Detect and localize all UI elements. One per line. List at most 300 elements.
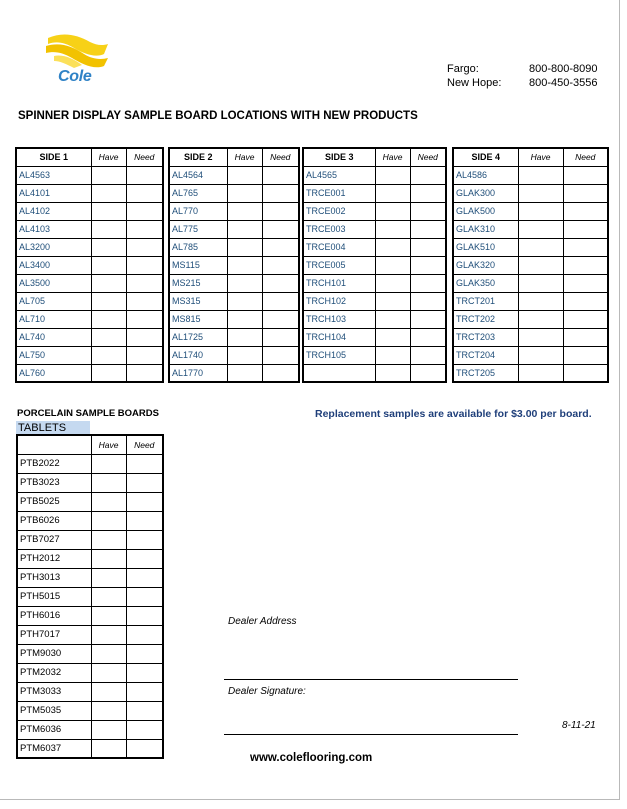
need-checkbox-cell[interactable]: [262, 184, 299, 202]
need-checkbox-cell[interactable]: [126, 454, 163, 473]
have-checkbox-cell[interactable]: [375, 166, 410, 184]
need-checkbox-cell[interactable]: [126, 682, 163, 701]
sample-row: [16, 256, 163, 274]
have-checkbox-cell[interactable]: [91, 511, 126, 530]
side-title: SIDE 4: [453, 148, 518, 166]
need-checkbox-cell[interactable]: [126, 238, 163, 256]
have-checkbox-cell[interactable]: [227, 166, 262, 184]
have-checkbox-cell[interactable]: [91, 625, 126, 644]
blank-header-cell: [17, 435, 91, 454]
tablet-row: [17, 701, 163, 720]
need-checkbox-cell[interactable]: [262, 256, 299, 274]
need-checkbox-cell[interactable]: [126, 606, 163, 625]
need-checkbox-cell[interactable]: [126, 202, 163, 220]
need-checkbox-cell[interactable]: [126, 587, 163, 606]
need-checkbox-cell[interactable]: [126, 549, 163, 568]
sample-code: AL3200: [16, 238, 91, 256]
have-checkbox-cell[interactable]: [375, 184, 410, 202]
need-checkbox-cell[interactable]: [262, 238, 299, 256]
need-checkbox-cell[interactable]: [126, 530, 163, 549]
sample-row: [303, 328, 446, 346]
sample-row: [453, 256, 608, 274]
tablet-row: [17, 568, 163, 587]
tablet-row: [17, 720, 163, 739]
page-title: SPINNER DISPLAY SAMPLE BOARD LOCATIONS WITH NEW PRODUCTS: [18, 110, 418, 122]
have-checkbox-cell[interactable]: [91, 238, 126, 256]
tablet-code: PTH5015: [17, 587, 91, 606]
contact-labels: [447, 62, 501, 90]
tablet-code: PTB3023: [17, 473, 91, 492]
need-checkbox-cell[interactable]: [126, 492, 163, 511]
need-checkbox-cell[interactable]: [563, 184, 608, 202]
sample-code: AL1740: [169, 346, 227, 364]
have-checkbox-cell[interactable]: [518, 328, 563, 346]
sample-row: [169, 184, 299, 202]
have-checkbox-cell[interactable]: [227, 256, 262, 274]
tablet-code: PTM9030: [17, 644, 91, 663]
have-checkbox-cell[interactable]: [91, 701, 126, 720]
have-checkbox-cell[interactable]: [91, 328, 126, 346]
need-checkbox-cell[interactable]: [126, 274, 163, 292]
sample-row: [453, 346, 608, 364]
have-checkbox-cell[interactable]: [227, 346, 262, 364]
tablet-row: [17, 587, 163, 606]
sample-code: TRCT204: [453, 346, 518, 364]
need-checkbox-cell[interactable]: [126, 220, 163, 238]
have-checkbox-cell[interactable]: [375, 202, 410, 220]
sample-code: GLAK500: [453, 202, 518, 220]
sample-code: AL4103: [16, 220, 91, 238]
need-checkbox-cell[interactable]: [262, 328, 299, 346]
have-checkbox-cell[interactable]: [91, 166, 126, 184]
contact-label-fargo: Fargo:: [447, 63, 479, 75]
sample-row: [169, 274, 299, 292]
sample-row: [169, 220, 299, 238]
sample-code: AL1770: [169, 364, 227, 382]
need-checkbox-cell[interactable]: [410, 238, 446, 256]
sample-code: AL3400: [16, 256, 91, 274]
sample-code: TRCE004: [303, 238, 375, 256]
contact-phone-fargo: 800-800-8090: [529, 63, 598, 75]
sample-code: TRCE002: [303, 202, 375, 220]
have-checkbox-cell[interactable]: [91, 274, 126, 292]
have-checkbox-cell[interactable]: [91, 220, 126, 238]
sample-row: [453, 310, 608, 328]
have-checkbox-cell[interactable]: [518, 184, 563, 202]
sample-code: TRCH103: [303, 310, 375, 328]
sample-code: TRCE001: [303, 184, 375, 202]
tablet-row: [17, 606, 163, 625]
have-checkbox-cell[interactable]: [227, 202, 262, 220]
need-checkbox-cell[interactable]: [410, 220, 446, 238]
sample-row: [16, 238, 163, 256]
sample-code: TRCH102: [303, 292, 375, 310]
sample-code: AL1725: [169, 328, 227, 346]
need-checkbox-cell[interactable]: [126, 663, 163, 682]
sample-code: TRCE003: [303, 220, 375, 238]
tablets-header-row: [17, 435, 163, 454]
website-link[interactable]: www.coleflooring.com: [250, 752, 373, 764]
need-checkbox-cell[interactable]: [126, 310, 163, 328]
tablet-code: PTB7027: [17, 530, 91, 549]
sample-row: [453, 292, 608, 310]
contact-label-new-hope: New Hope:: [447, 77, 502, 89]
have-checkbox-cell[interactable]: [518, 238, 563, 256]
cole-logo: [44, 32, 114, 90]
dealer-signature-line[interactable]: [224, 734, 518, 735]
sample-row: [303, 310, 446, 328]
sample-row: [303, 256, 446, 274]
need-checkbox-cell[interactable]: [410, 292, 446, 310]
have-checkbox-cell[interactable]: [375, 256, 410, 274]
sample-code: TRCH104: [303, 328, 375, 346]
have-checkbox-cell[interactable]: [91, 292, 126, 310]
need-checkbox-cell[interactable]: [410, 310, 446, 328]
dealer-signature-label: Dealer Signature:: [228, 686, 306, 697]
sample-code: GLAK300: [453, 184, 518, 202]
sample-row: [169, 166, 299, 184]
sample-code: TRCT202: [453, 310, 518, 328]
have-checkbox-cell[interactable]: [227, 238, 262, 256]
need-checkbox-cell[interactable]: [126, 292, 163, 310]
sample-code: AL740: [16, 328, 91, 346]
tablet-row: [17, 625, 163, 644]
sample-code: TRCT201: [453, 292, 518, 310]
sample-code: AL3500: [16, 274, 91, 292]
sample-code: TRCT205: [453, 364, 518, 382]
tablet-code: PTH7017: [17, 625, 91, 644]
need-checkbox-cell[interactable]: [563, 346, 608, 364]
contact-phones: [529, 62, 598, 90]
need-checkbox-cell[interactable]: [563, 220, 608, 238]
side-3-table: [302, 147, 447, 383]
sample-code: AL4586: [453, 166, 518, 184]
sample-row: [303, 364, 446, 382]
have-column-header: Have: [227, 148, 262, 166]
have-checkbox-cell[interactable]: [91, 364, 126, 382]
need-column-header: Need: [126, 148, 163, 166]
sample-row: [453, 202, 608, 220]
have-checkbox-cell[interactable]: [91, 473, 126, 492]
have-checkbox-cell[interactable]: [227, 220, 262, 238]
need-checkbox-cell[interactable]: [126, 511, 163, 530]
need-column-header: Need: [262, 148, 299, 166]
sample-code: TRCH101: [303, 274, 375, 292]
have-checkbox-cell[interactable]: [91, 454, 126, 473]
need-checkbox-cell[interactable]: [563, 274, 608, 292]
tablet-code: PTM5035: [17, 701, 91, 720]
sample-code: AL4565: [303, 166, 375, 184]
need-checkbox-cell[interactable]: [563, 166, 608, 184]
have-checkbox-cell[interactable]: [518, 274, 563, 292]
need-checkbox-cell[interactable]: [126, 739, 163, 758]
have-checkbox-cell[interactable]: [91, 663, 126, 682]
have-checkbox-cell[interactable]: [518, 220, 563, 238]
sample-row: [453, 220, 608, 238]
sample-row: [303, 274, 446, 292]
have-checkbox-cell[interactable]: [91, 346, 126, 364]
need-checkbox-cell[interactable]: [126, 473, 163, 492]
porcelain-title: PORCELAIN SAMPLE BOARDS: [17, 408, 159, 419]
have-checkbox-cell[interactable]: [227, 292, 262, 310]
sample-row: [303, 220, 446, 238]
tablet-code: PTH2012: [17, 549, 91, 568]
sample-row: [16, 292, 163, 310]
side-title: SIDE 2: [169, 148, 227, 166]
need-checkbox-cell[interactable]: [126, 184, 163, 202]
have-checkbox-cell[interactable]: [227, 310, 262, 328]
sample-row: [453, 274, 608, 292]
document-date: 8-11-21: [562, 720, 596, 731]
sample-row: [303, 238, 446, 256]
sample-row: [169, 310, 299, 328]
logo-text: Cole: [58, 68, 92, 85]
sample-row: [16, 328, 163, 346]
sample-code: AL765: [169, 184, 227, 202]
sample-row: [16, 184, 163, 202]
have-checkbox-cell[interactable]: [91, 568, 126, 587]
need-checkbox-cell[interactable]: [262, 202, 299, 220]
have-checkbox-cell[interactable]: [375, 238, 410, 256]
need-checkbox-cell[interactable]: [126, 720, 163, 739]
have-checkbox-cell[interactable]: [375, 346, 410, 364]
have-checkbox-cell[interactable]: [518, 364, 563, 382]
have-checkbox-cell[interactable]: [518, 166, 563, 184]
have-checkbox-cell[interactable]: [227, 274, 262, 292]
sample-code: AL705: [16, 292, 91, 310]
have-column-header: Have: [91, 148, 126, 166]
sample-row: [303, 346, 446, 364]
side-title: SIDE 3: [303, 148, 375, 166]
need-checkbox-cell[interactable]: [262, 292, 299, 310]
need-checkbox-cell[interactable]: [126, 166, 163, 184]
sample-row: [16, 364, 163, 382]
have-checkbox-cell[interactable]: [91, 530, 126, 549]
need-checkbox-cell[interactable]: [126, 256, 163, 274]
have-checkbox-cell[interactable]: [518, 256, 563, 274]
need-checkbox-cell[interactable]: [563, 310, 608, 328]
tablet-code: PTM3033: [17, 682, 91, 701]
need-checkbox-cell[interactable]: [563, 202, 608, 220]
sample-code: AL775: [169, 220, 227, 238]
have-checkbox-cell[interactable]: [375, 274, 410, 292]
tablet-row: [17, 454, 163, 473]
sample-code: AL4101: [16, 184, 91, 202]
tablet-code: PTB2022: [17, 454, 91, 473]
need-checkbox-cell[interactable]: [410, 202, 446, 220]
dealer-address-line[interactable]: [224, 679, 518, 680]
need-column-header: Need: [410, 148, 446, 166]
tablet-row: [17, 530, 163, 549]
need-checkbox-cell[interactable]: [262, 166, 299, 184]
side-header-row: [303, 148, 446, 166]
have-checkbox-cell[interactable]: [375, 292, 410, 310]
sample-code: MS815: [169, 310, 227, 328]
sample-code: MS115: [169, 256, 227, 274]
sample-code: [303, 364, 375, 382]
have-checkbox-cell[interactable]: [91, 256, 126, 274]
sample-code: GLAK320: [453, 256, 518, 274]
sample-code: AL785: [169, 238, 227, 256]
side-header-row: [16, 148, 163, 166]
need-checkbox-cell[interactable]: [563, 328, 608, 346]
have-checkbox-cell[interactable]: [227, 364, 262, 382]
sample-row: [16, 166, 163, 184]
need-checkbox-cell[interactable]: [410, 328, 446, 346]
sample-row: [16, 202, 163, 220]
side-1-table: [15, 147, 164, 383]
need-checkbox-cell[interactable]: [410, 256, 446, 274]
replacement-note: Replacement samples are available for $3.00 per board.: [315, 408, 592, 420]
need-checkbox-cell[interactable]: [410, 274, 446, 292]
tablet-code: PTM2032: [17, 663, 91, 682]
tablet-code: PTM6037: [17, 739, 91, 758]
sample-code: AL760: [16, 364, 91, 382]
have-column-header: Have: [91, 435, 126, 454]
have-checkbox-cell[interactable]: [375, 328, 410, 346]
need-checkbox-cell[interactable]: [126, 568, 163, 587]
sample-row: [16, 220, 163, 238]
tablet-row: [17, 682, 163, 701]
side-4-table: [452, 147, 609, 383]
sample-row: [453, 328, 608, 346]
sample-code: GLAK510: [453, 238, 518, 256]
sample-row: [16, 274, 163, 292]
sample-code: MS315: [169, 292, 227, 310]
have-column-header: Have: [518, 148, 563, 166]
sample-row: [169, 364, 299, 382]
sample-code: GLAK310: [453, 220, 518, 238]
sample-row: [169, 328, 299, 346]
need-checkbox-cell[interactable]: [262, 274, 299, 292]
need-checkbox-cell[interactable]: [126, 364, 163, 382]
sample-row: [16, 310, 163, 328]
have-checkbox-cell[interactable]: [91, 682, 126, 701]
tablet-row: [17, 473, 163, 492]
sample-row: [303, 292, 446, 310]
sample-row: [169, 256, 299, 274]
need-checkbox-cell[interactable]: [410, 346, 446, 364]
need-checkbox-cell[interactable]: [126, 701, 163, 720]
sample-code: AL4564: [169, 166, 227, 184]
logo-wave-icon: [44, 32, 114, 72]
have-checkbox-cell[interactable]: [91, 184, 126, 202]
have-checkbox-cell[interactable]: [518, 292, 563, 310]
tablet-row: [17, 511, 163, 530]
have-checkbox-cell[interactable]: [375, 310, 410, 328]
sample-row: [303, 202, 446, 220]
have-checkbox-cell[interactable]: [227, 328, 262, 346]
sample-code: AL4563: [16, 166, 91, 184]
tablet-row: [17, 739, 163, 758]
have-checkbox-cell[interactable]: [227, 184, 262, 202]
tablet-code: PTH6016: [17, 606, 91, 625]
need-checkbox-cell[interactable]: [262, 346, 299, 364]
sample-row: [303, 184, 446, 202]
tablets-label: TABLETS: [16, 421, 90, 435]
sample-row: [169, 238, 299, 256]
sample-code: AL4102: [16, 202, 91, 220]
have-column-header: Have: [375, 148, 410, 166]
need-checkbox-cell[interactable]: [563, 364, 608, 382]
sample-code: TRCH105: [303, 346, 375, 364]
sample-code: MS215: [169, 274, 227, 292]
need-checkbox-cell[interactable]: [262, 310, 299, 328]
have-checkbox-cell[interactable]: [91, 720, 126, 739]
sample-code: TRCT203: [453, 328, 518, 346]
sample-row: [303, 166, 446, 184]
need-checkbox-cell[interactable]: [563, 238, 608, 256]
contact-phone-new-hope: 800-450-3556: [529, 77, 598, 89]
have-checkbox-cell[interactable]: [91, 606, 126, 625]
need-checkbox-cell[interactable]: [563, 292, 608, 310]
have-checkbox-cell[interactable]: [91, 587, 126, 606]
need-checkbox-cell[interactable]: [410, 184, 446, 202]
tablet-row: [17, 492, 163, 511]
sample-row: [453, 238, 608, 256]
sample-row: [169, 346, 299, 364]
tablet-code: PTB6026: [17, 511, 91, 530]
need-checkbox-cell[interactable]: [126, 328, 163, 346]
tablet-code: PTM6036: [17, 720, 91, 739]
have-checkbox-cell[interactable]: [91, 492, 126, 511]
need-column-header: Need: [563, 148, 608, 166]
side-title: SIDE 1: [16, 148, 91, 166]
sample-row: [16, 346, 163, 364]
need-column-header: Need: [126, 435, 163, 454]
have-checkbox-cell[interactable]: [518, 310, 563, 328]
need-checkbox-cell[interactable]: [410, 364, 446, 382]
have-checkbox-cell[interactable]: [518, 346, 563, 364]
sample-row: [453, 184, 608, 202]
tablet-row: [17, 549, 163, 568]
sample-code: AL770: [169, 202, 227, 220]
sample-row: [453, 166, 608, 184]
sample-code: GLAK350: [453, 274, 518, 292]
sample-row: [453, 364, 608, 382]
sample-code: AL710: [16, 310, 91, 328]
side-header-row: [453, 148, 608, 166]
tablet-row: [17, 663, 163, 682]
need-checkbox-cell[interactable]: [410, 166, 446, 184]
need-checkbox-cell[interactable]: [563, 256, 608, 274]
have-checkbox-cell[interactable]: [91, 310, 126, 328]
need-checkbox-cell[interactable]: [262, 364, 299, 382]
need-checkbox-cell[interactable]: [126, 346, 163, 364]
have-checkbox-cell[interactable]: [375, 364, 410, 382]
side-2-table: [168, 147, 300, 383]
have-checkbox-cell[interactable]: [91, 739, 126, 758]
have-checkbox-cell[interactable]: [91, 549, 126, 568]
sample-code: TRCE005: [303, 256, 375, 274]
tablets-table: [16, 434, 164, 759]
have-checkbox-cell[interactable]: [375, 220, 410, 238]
have-checkbox-cell[interactable]: [91, 202, 126, 220]
side-header-row: [169, 148, 299, 166]
need-checkbox-cell[interactable]: [126, 644, 163, 663]
sample-row: [169, 292, 299, 310]
sample-code: AL750: [16, 346, 91, 364]
have-checkbox-cell[interactable]: [91, 644, 126, 663]
tablet-code: PTH3013: [17, 568, 91, 587]
have-checkbox-cell[interactable]: [518, 202, 563, 220]
tablet-row: [17, 644, 163, 663]
tablet-code: PTB5025: [17, 492, 91, 511]
need-checkbox-cell[interactable]: [262, 220, 299, 238]
sample-row: [169, 202, 299, 220]
dealer-address-label: Dealer Address: [228, 616, 297, 627]
need-checkbox-cell[interactable]: [126, 625, 163, 644]
